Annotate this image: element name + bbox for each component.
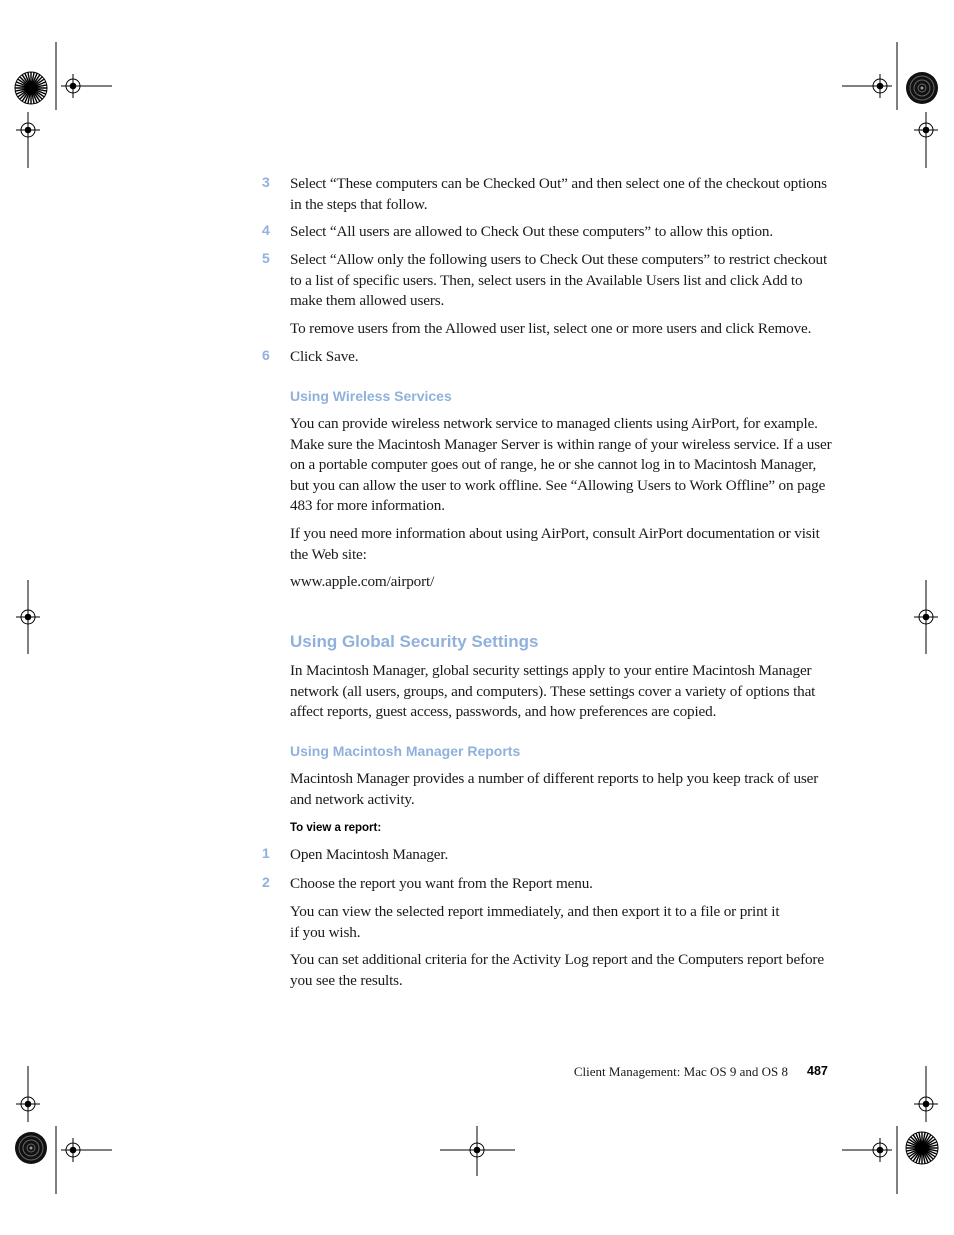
paragraph: In Macintosh Manager, global security settings apply to your entire Macintosh Manager network (all users, groups, and computers). These settings cover a variety of options that affect reports, guest access, passwords, and how preferences are copied. (290, 662, 816, 720)
task-heading: To view a report: (290, 822, 382, 834)
step-text: Select “These computers can be Checked Out” and then select one of the checkout options in the steps that follow. (290, 175, 827, 213)
step-number: 5 (262, 250, 270, 266)
step-text: Choose the report you want from the Report menu. (290, 875, 593, 892)
registration-mark-icon (16, 1092, 40, 1116)
step-number: 4 (262, 222, 270, 238)
registration-mark-icon (914, 118, 938, 142)
step-text: Select “All users are allowed to Check Out these computers” to allow this option. (290, 223, 774, 240)
registration-mark-icon (61, 1138, 85, 1162)
color-target-icon (15, 1132, 47, 1164)
web-url: www.apple.com/airport/ (290, 573, 435, 590)
step-number: 2 (262, 874, 270, 890)
registration-mark-icon (465, 1138, 489, 1162)
section-heading-wireless: Using Wireless Services (290, 388, 452, 404)
step-text: Open Macintosh Manager. (290, 846, 449, 863)
step-number: 1 (262, 845, 270, 861)
registration-mark-icon (16, 118, 40, 142)
registration-mark-icon (16, 605, 40, 629)
step-text: Select “Allow only the following users to Check Out these computers” to restrict checkout to a list of specific users. Then, select users in the Available Users list and click Add to make them allowed users. (290, 251, 828, 309)
step-number: 3 (262, 174, 270, 190)
step-note: To remove users from the Allowed user list, select one or more users and click Remove. (290, 320, 812, 337)
color-target-icon (906, 72, 938, 104)
registration-mark-icon (914, 1092, 938, 1116)
footer-chapter: Client Management: Mac OS 9 and OS 8 (573, 1064, 788, 1079)
step-number: 6 (262, 347, 270, 363)
registration-mark-icon (914, 605, 938, 629)
paragraph: If you need more information about using AirPort, consult AirPort documentation or visit the Web site: (290, 525, 820, 563)
step-note: You can set additional criteria for the Activity Log report and the Computers report before you see the results. (290, 951, 824, 989)
paragraph: Macintosh Manager provides a number of different reports to help you keep track of user and network activity. (290, 770, 819, 808)
paragraph: You can provide wireless network service to managed clients using AirPort, for example. Make sure the Macintosh Manager Server is within range of your wireless service. If a user on a portable computer goes out of range, he or she cannot log in to Macintosh Manager, but you can allow the user to work offline. See “Allowing Users to Work Offline” on page 483 for more information. (290, 415, 832, 514)
section-heading-reports: Using Macintosh Manager Reports (290, 743, 521, 759)
color-target-icon (15, 72, 47, 104)
registration-mark-icon (61, 74, 85, 98)
section-heading-global-security: Using Global Security Settings (290, 632, 539, 651)
registration-mark-icon (868, 1138, 892, 1162)
color-target-icon (906, 1132, 938, 1164)
page-number: 487 (807, 1064, 828, 1078)
registration-mark-icon (868, 74, 892, 98)
step-note: You can view the selected report immediately, and then export it to a file or print it if you wish. (290, 903, 780, 941)
step-text: Click Save. (290, 348, 359, 365)
